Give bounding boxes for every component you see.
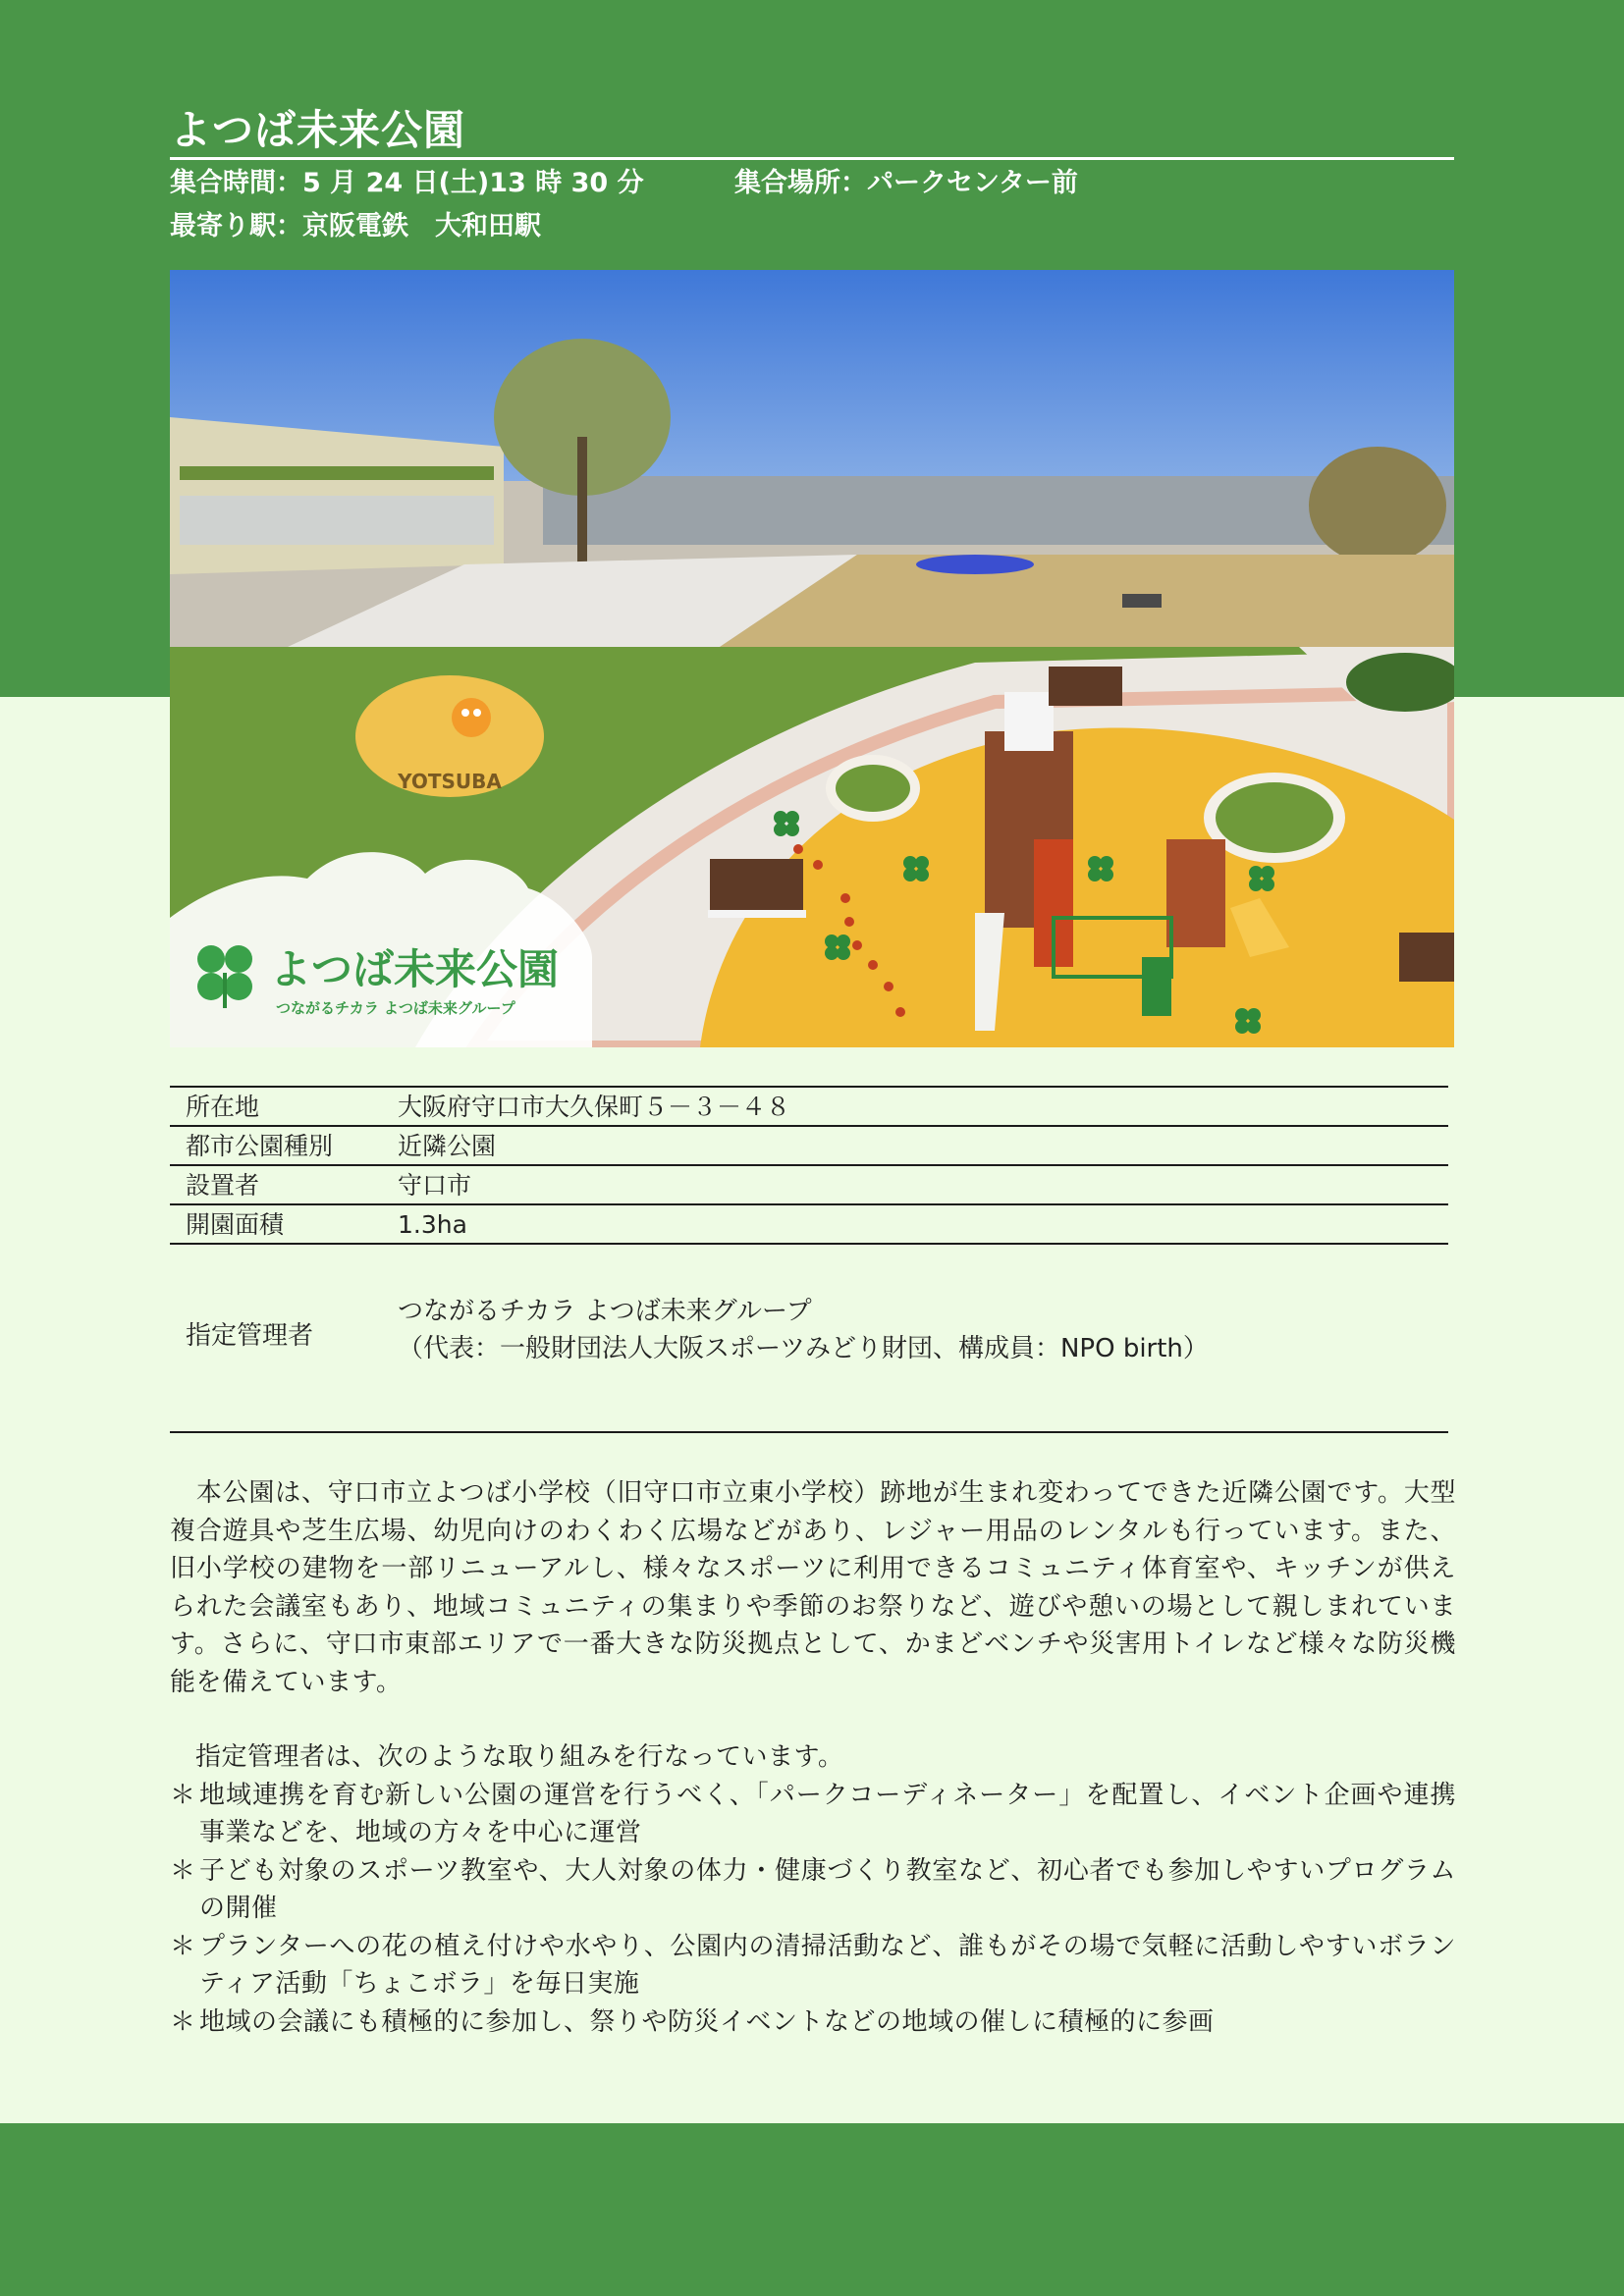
lower-photo [170,647,1454,1047]
bullet-text: 地域の会議にも積極的に参加し、祭りや防災イベントなどの地域の催しに積極的に参画 [199,2006,1215,2037]
row-value: 守口市 [398,1171,472,1200]
yotsuba-ground-text: YOTSUBA [398,770,502,793]
row-label: 所在地 [186,1093,260,1121]
logo-subtitle: つながるチカラ よつば未来グループ [276,999,515,1017]
manager-row [170,1294,1448,1433]
nearest-station: 最寄り駅：京阪電鉄 大和田駅 [170,211,541,241]
list-item [170,2003,1456,2042]
row-value: 大阪府守口市大久保町５－３－４８ [398,1093,791,1121]
intro-paragraph: 本公園は、守口市立よつば小学校（旧守口市立東小学校）跡地が生まれ変わってできた近隣公園です。大型複合遊具や芝生広場、幼児向けのわくわく広場などがあり、レジャー用品のレンタルも行っています。また、旧小学校の建物を一部リニューアルし、様々なスポーツに利用できるコミュニティ体育室や、キッチンが供えられた会議室もあり、地域コミュニティの集まりや季節のお祭りなど、遊びや憩いの場として親しまれています。さらに、守口市東部エリアで一番大きな防災拠点として、かまどベンチや災害用トイレなど様々な防災機能を備えています。 [170,1478,1456,1697]
manager-name: つながるチカラ よつば未来グループ [398,1297,812,1326]
bullet-text: プランターへの花の植え付けや水やり、公園内の清掃活動など、誰もがその場で気軽に活動しやすいボランティア活動「ちょこボラ」を毎日実施 [199,1931,1456,1999]
meeting-place: 集合場所：パークセンター前 [734,168,1078,198]
list-item [170,1777,1456,1852]
footer-band [0,2123,1624,2296]
bullet-text: 子ども対象のスポーツ教室や、大人対象の体力・健康づくり教室など、初心者でも参加しやすいプログラムの開催 [199,1855,1456,1923]
row-label: 都市公園種別 [186,1132,334,1160]
row-value: 近隣公園 [398,1132,497,1160]
list-item [170,1852,1456,1928]
upper-photo [170,270,1454,647]
logo-title: よつば未来公園 [270,945,560,993]
row-label: 開園面積 [186,1210,285,1239]
manager-members: （代表：一般財団法人大阪スポーツみどり財団、構成員：NPO birth） [398,1334,1209,1363]
bullet-mark: ＊ [170,1855,196,1886]
park-photo [170,270,1454,1047]
list-item [170,1928,1456,2003]
bullet-text: 地域連携を育む新しい公園の運営を行うべく、「パークコーディネーター」を配置し、イベント企画や連携事業などを、地域の方々を中心に運営 [199,1780,1456,1847]
bullet-mark: ＊ [170,2006,196,2037]
meeting-time: 集合時間：5 月 24 日(土)13 時 30 分 [170,168,644,198]
table-row [170,1204,1448,1244]
row-value: 1.3ha [398,1210,467,1239]
title-underline [170,157,1454,160]
park-info-table [170,1086,1448,1245]
park-title: よつば未来公園 [170,106,466,154]
table-row [170,1165,1448,1204]
bullet-mark: ＊ [170,1780,196,1810]
bullet-mark: ＊ [170,1931,196,1961]
row-label: 設置者 [186,1171,260,1200]
table-row [170,1087,1448,1126]
description [170,1474,1456,2041]
initiatives-intro: 指定管理者は、次のような取り組みを行なっています。 [195,1742,844,1772]
manager-label: 指定管理者 [186,1321,314,1351]
table-row [170,1126,1448,1165]
